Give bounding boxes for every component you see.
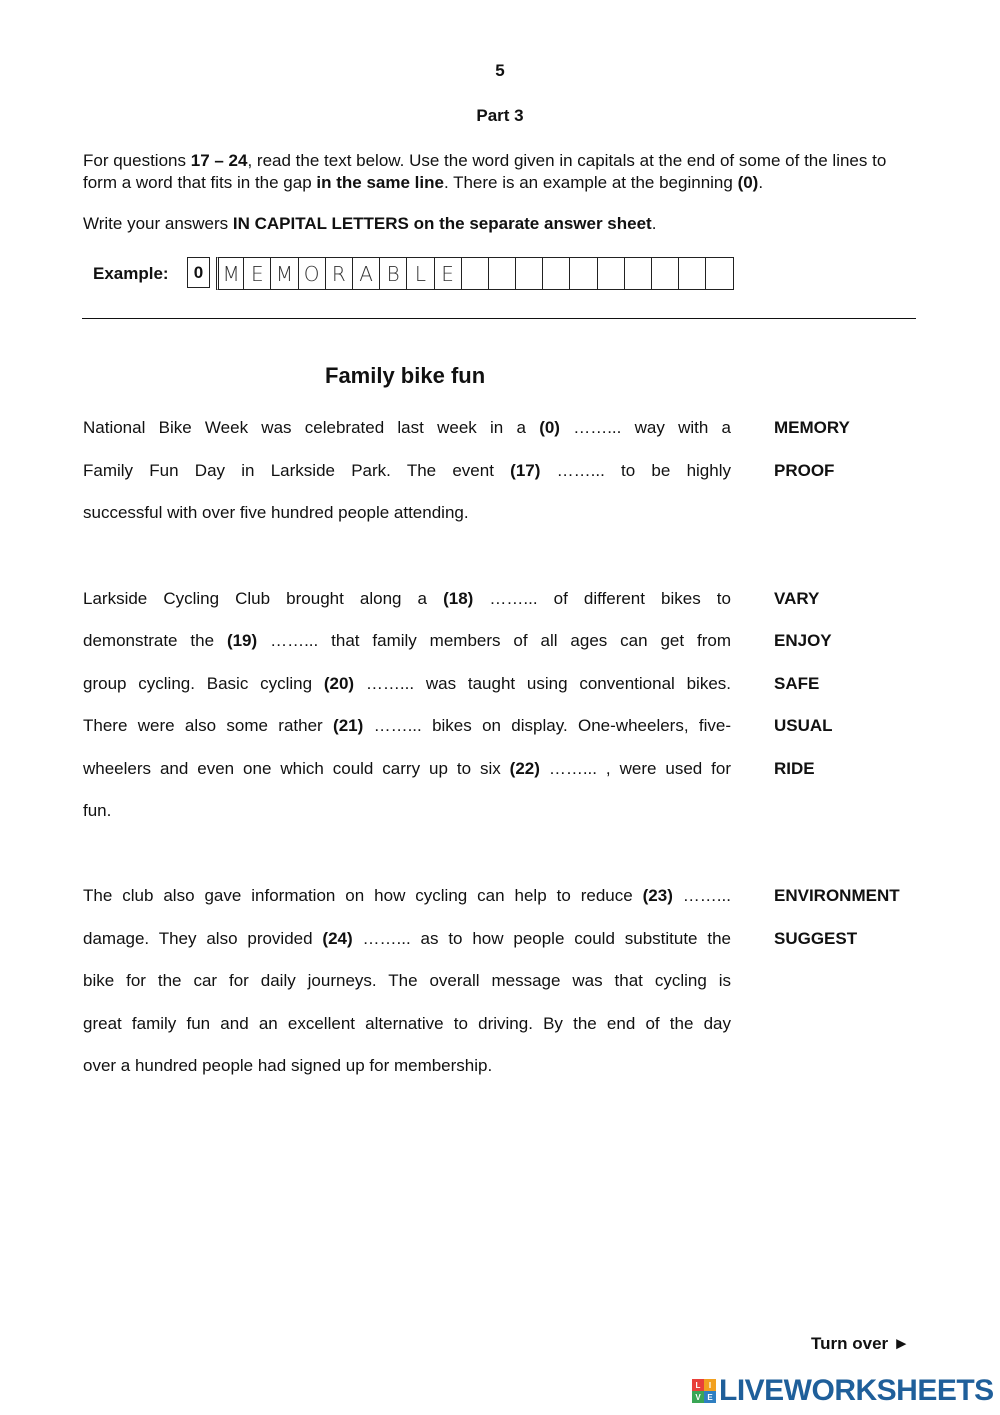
example-letter-box: E [434, 257, 462, 290]
example-number-box: 0 [187, 257, 210, 288]
instructions-paragraph [83, 150, 923, 194]
story-line-text: over a hundred people had signed up for membership. [83, 1056, 493, 1075]
story-line [83, 674, 731, 694]
instr-example-ref: (0) [737, 173, 759, 192]
logo-text: LIVEWORKSHEETS [719, 1374, 994, 1407]
story-line-text: great family fun and an excellent alternative to driving. By the end of the day [83, 1014, 731, 1033]
logo-icon-square: L [692, 1379, 704, 1391]
gap-number: (20) [323, 674, 355, 693]
example-answer-boxes [216, 257, 733, 290]
example-letter-box [678, 257, 706, 290]
gap-number: (18) [443, 589, 474, 608]
gap-number: (22) [509, 759, 540, 778]
answer-instructions [83, 214, 656, 234]
story-line-text: bike for the car for daily journeys. The overall message was that cycling is [83, 971, 731, 990]
instr-text: , read the text below. Use the word given in capitals at the end of some of the lines to form a word that fits in the gap [83, 151, 887, 192]
instr-emphasis: IN CAPITAL LETTERS on the separate answer sheet [232, 214, 652, 233]
example-letter-box: R [325, 257, 353, 290]
story-line [83, 929, 731, 949]
example-letter-box [542, 257, 570, 290]
story-line-text: Family Fun Day in Larkside Park. The event [83, 461, 511, 480]
story-line-text: ……... , were used for [539, 759, 731, 778]
story-line-text: demonstrate the [83, 631, 227, 650]
story-line-text: ……... bikes on display. One-wheelers, five- [363, 716, 731, 735]
story-title: Family bike fun [325, 363, 486, 388]
gap-number: (24) [322, 929, 353, 948]
gap-number: (23) [642, 886, 673, 905]
divider [82, 318, 916, 319]
instr-text: For questions [83, 151, 191, 170]
story-line-text: ……... as to how people could substitute the [352, 929, 731, 948]
logo-icon-square: E [704, 1391, 716, 1403]
turn-over-label: Turn over ► [811, 1334, 910, 1353]
story-line-text: National Bike Week was celebrated last week in a [83, 418, 540, 437]
example-letter-box: M [270, 257, 298, 290]
keyword: MEMORY [774, 418, 850, 437]
gap-number: (0) [539, 418, 560, 437]
story-line-text: ……... was taught using conventional bikes. [354, 674, 732, 693]
keyword: USUAL [774, 716, 833, 735]
story-line [83, 759, 731, 779]
story-line [83, 971, 731, 991]
story-line [83, 461, 731, 481]
story-line [83, 801, 731, 821]
example-letter-box [624, 257, 652, 290]
gap-number: (17) [510, 461, 541, 480]
story-line-text: damage. They also provided [83, 929, 323, 948]
instr-text: . There is an example at the beginning [443, 173, 738, 192]
story-line [83, 886, 731, 906]
story-line-text: ……... that family members of all ages can get from [257, 631, 732, 650]
story-line-text: group cycling. Basic cycling [83, 674, 324, 693]
liveworksheets-logo [692, 1374, 994, 1408]
example-letter-box [597, 257, 625, 290]
keyword: SAFE [774, 674, 820, 693]
example-letter-box [515, 257, 543, 290]
keyword: ENJOY [774, 631, 832, 650]
logo-icon-square: I [704, 1379, 716, 1391]
gap-number: (19) [226, 631, 258, 650]
story-line [83, 418, 731, 438]
example-letter-box [488, 257, 516, 290]
story-line-text: Larkside Cycling Club brought along a [83, 589, 444, 608]
example-label: Example: [93, 264, 169, 283]
logo-icon-square: V [692, 1391, 704, 1403]
example-letter-box: E [243, 257, 271, 290]
example-letter-box: B [379, 257, 407, 290]
example-letter-box: O [298, 257, 326, 290]
story-line-text: ……... to be highly [540, 461, 731, 480]
gap-number: (21) [333, 716, 364, 735]
story-line [83, 589, 731, 609]
example-letter-box: M [216, 257, 244, 290]
instr-emphasis: in the same line [316, 173, 444, 192]
story-line-text: ……... [672, 886, 731, 905]
example-letter-box: L [406, 257, 434, 290]
question-range: 17 – 24 [190, 151, 248, 170]
story-line [83, 503, 731, 523]
story-line [83, 631, 731, 651]
keyword: PROOF [774, 461, 835, 480]
story-line-text: fun. [83, 801, 112, 820]
example-letter-box [651, 257, 679, 290]
story-line-text: wheelers and even one which could carry up to six [83, 759, 510, 778]
story-line-text: There were also some rather [83, 716, 334, 735]
example-letter-box [461, 257, 489, 290]
story-line-text: ……... of different bikes to [473, 589, 731, 608]
keyword: RIDE [774, 759, 815, 778]
page-number: 5 [495, 61, 505, 80]
keyword: ENVIRONMENT [774, 886, 900, 905]
keyword: VARY [774, 589, 820, 608]
example-letter-box [569, 257, 597, 290]
liveworksheets-logo-icon [692, 1379, 716, 1403]
story-line-text: successful with over five hundred people attending. [83, 503, 469, 522]
story-line [83, 1056, 731, 1076]
instr-text: . [758, 173, 764, 192]
example-letter-box: A [352, 257, 380, 290]
story-line [83, 1014, 731, 1034]
story-line-text: The club also gave information on how cycling can help to reduce [83, 886, 643, 905]
instr-text: . [651, 214, 657, 233]
story-line-text: ……... way with a [559, 418, 732, 437]
part-title: Part 3 [476, 106, 524, 125]
keyword: SUGGEST [774, 929, 858, 948]
example-letter-box [705, 257, 733, 290]
story-line [83, 716, 731, 736]
instr-text: Write your answers [83, 214, 233, 233]
